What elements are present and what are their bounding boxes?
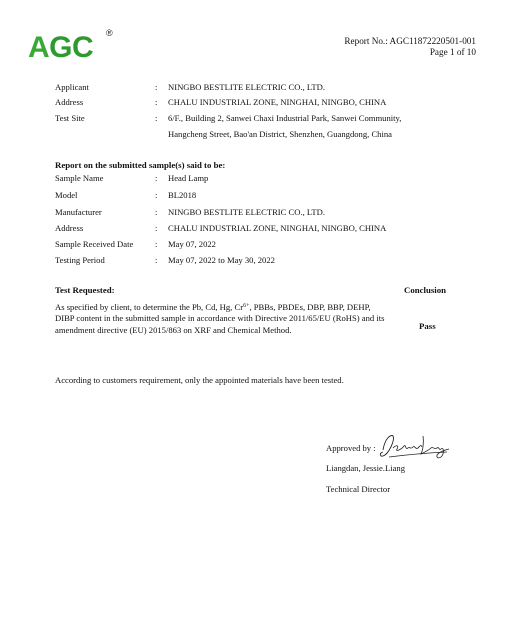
field-label: Model (55, 190, 78, 200)
field-value: Head Lamp (168, 173, 209, 183)
sample-section-title: Report on the submitted sample(s) said to be: (55, 160, 226, 170)
field-colon: : (155, 97, 158, 107)
materials-note: According to customers requirement, only the appointed materials have been tested. (55, 375, 344, 385)
conclusion-heading: Conclusion (404, 285, 447, 295)
field-value: Hangcheng Street, Bao'an District, Shenzhen, Guangdong, China (168, 129, 392, 139)
field-value: NINGBO BESTLITE ELECTRIC CO., LTD. (168, 207, 325, 217)
field-colon: : (155, 239, 158, 249)
field-value: May 07, 2022 to May 30, 2022 (168, 255, 275, 265)
field-colon: : (155, 190, 158, 200)
test-text-part1: As specified by client, to determine the Pb, Cd, Hg, Cr (55, 302, 244, 312)
approved-by-label: Approved by : (326, 443, 376, 453)
handwritten-signature (377, 428, 451, 462)
test-text-part2: , PBBs, PBDEs, DBP, BBP, DEHP, DIBP content in the submitted sample in accordance with Directive 2011/65/EU (RoHS) and its amendment directive (EU) 2015/863 on XRF and Chemical Method. (55, 302, 385, 335)
page-number: Page 1 of 10 (429, 47, 476, 57)
logo-letters-gc: GC (49, 31, 94, 64)
chromium-superscript: 6+ (243, 303, 250, 309)
field-value: BL2018 (168, 190, 197, 200)
field-colon: : (155, 113, 158, 123)
field-value: NINGBO BESTLITE ELECTRIC CO., LTD. (168, 82, 325, 92)
field-colon: : (155, 207, 158, 217)
conclusion-result: Pass (419, 321, 436, 331)
test-requested-text (55, 302, 385, 336)
field-label: Applicant (55, 82, 89, 92)
test-requested-title: Test Requested: (55, 285, 115, 295)
report-number-block (344, 36, 476, 58)
field-colon: : (155, 223, 158, 233)
field-label: Test Site (55, 113, 85, 123)
field-label: Manufacturer (55, 207, 102, 217)
field-label: Address (55, 97, 84, 107)
field-label: Sample Name (55, 173, 104, 183)
registered-mark: ® (106, 28, 113, 38)
field-value: 6/F., Building 2, Sanwei Chaxi Industrial Park, Sanwei Community, (168, 113, 402, 123)
field-colon: : (155, 82, 158, 92)
field-label: Address (55, 223, 84, 233)
field-value: CHALU INDUSTRIAL ZONE, NINGHAI, NINGBO, CHINA (168, 97, 387, 107)
approver-title: Technical Director (326, 484, 391, 494)
agc-logo (28, 30, 118, 66)
field-label: Sample Received Date (55, 239, 134, 249)
logo-letter-a: A (28, 31, 50, 64)
logo-wordmark (28, 30, 118, 66)
field-value: May 07, 2022 (168, 239, 216, 249)
field-colon: : (155, 255, 158, 265)
approver-name: Liangdan, Jessie.Liang (326, 463, 405, 473)
field-value: CHALU INDUSTRIAL ZONE, NINGHAI, NINGBO, CHINA (168, 223, 387, 233)
report-number: Report No.: AGC11872220501-001 (344, 36, 476, 46)
field-label: Testing Period (55, 255, 105, 265)
field-colon: : (155, 173, 158, 183)
